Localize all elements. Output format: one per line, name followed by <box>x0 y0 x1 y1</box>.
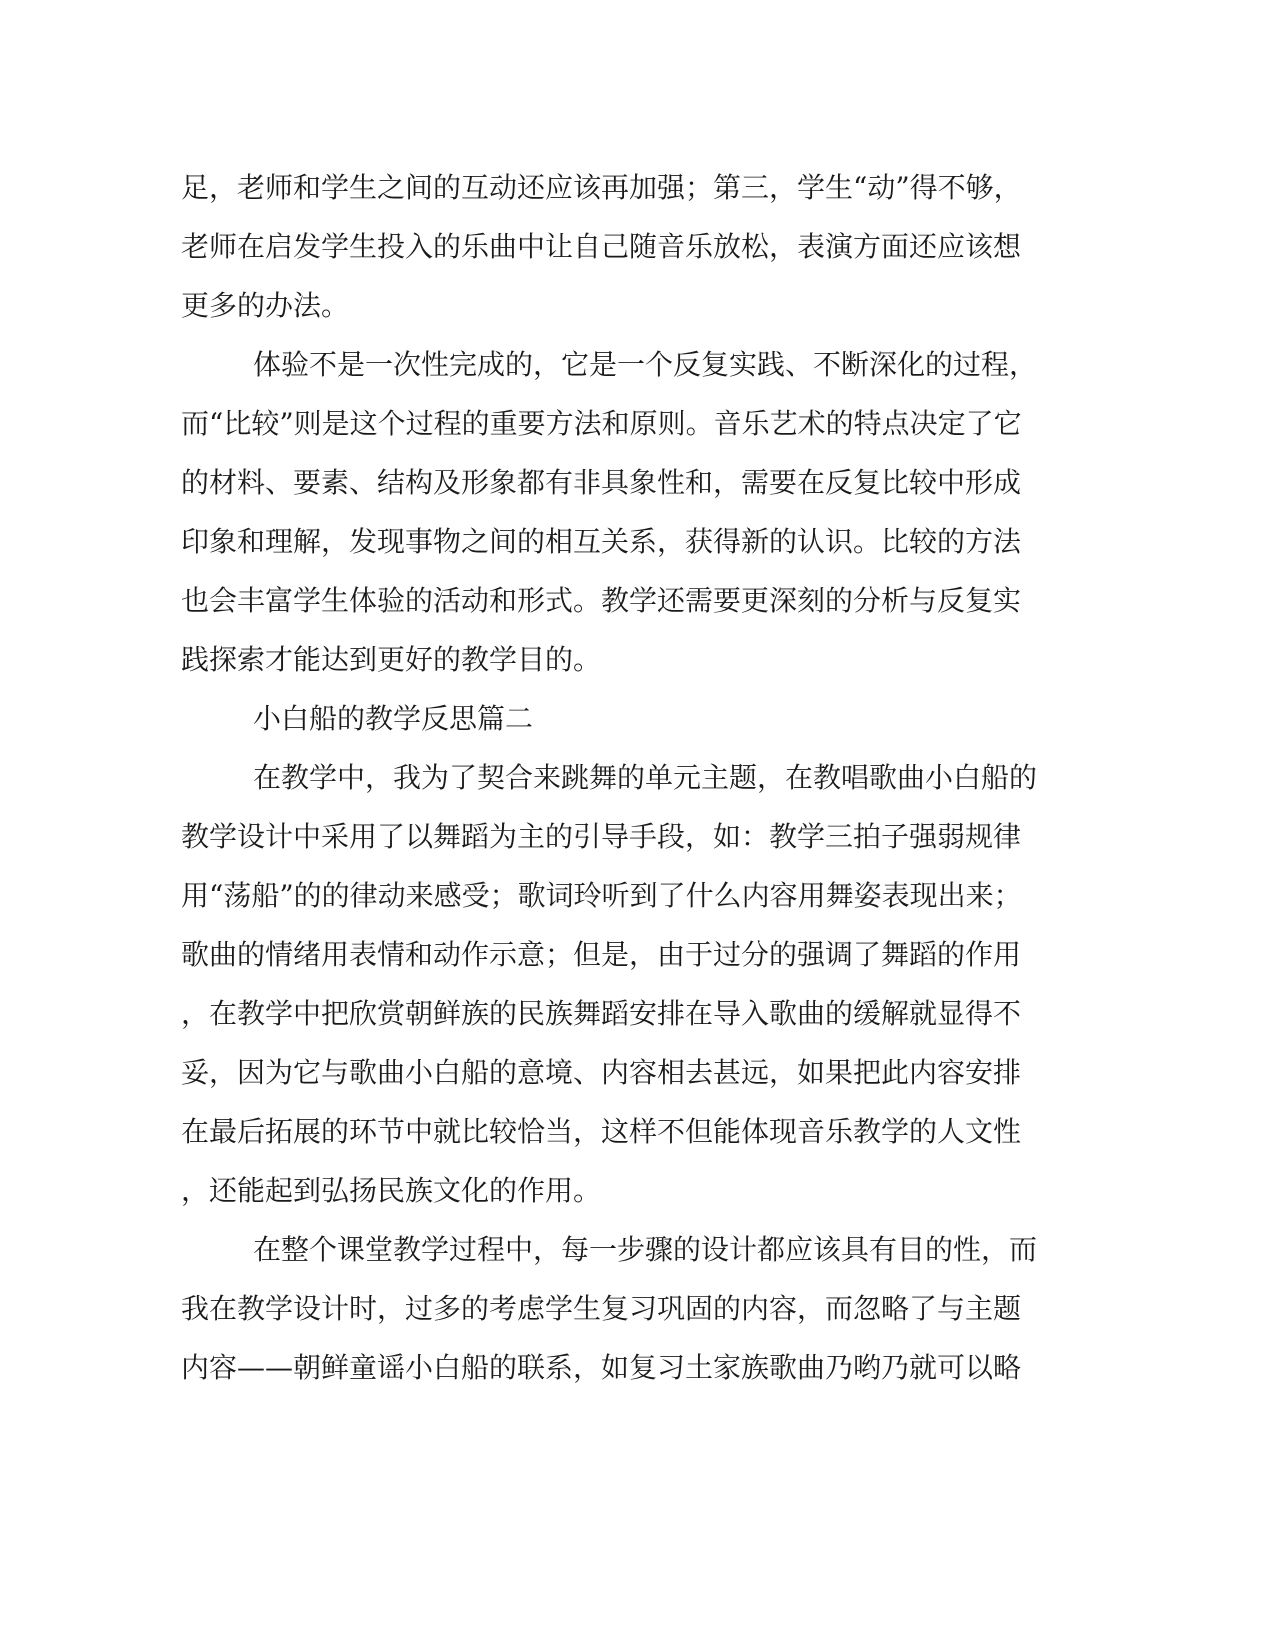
text-line: 更多的办法。 <box>181 289 350 322</box>
text-line: 也会丰富学生体验的活动和形式。教学还需要更深刻的分析与反复实 <box>181 584 1022 617</box>
text-line: ，在教学中把欣赏朝鲜族的民族舞蹈安排在导入歌曲的缓解就显得不 <box>181 997 1022 1030</box>
text-line: 老师在启发学生投入的乐曲中让自己随音乐放松，表演方面还应该想 <box>181 230 1022 263</box>
text-line: 妥，因为它与歌曲小白船的意境、内容相去甚远，如果把此内容安排 <box>181 1056 1022 1089</box>
text-line: 的材料、要素、结构及形象都有非具象性和，需要在反复比较中形成 <box>181 466 1022 499</box>
body-text <box>181 158 1041 1397</box>
text-line: 印象和理解，发现事物之间的相互关系，获得新的认识。比较的方法 <box>181 525 1022 558</box>
text-line: ，还能起到弘扬民族文化的作用。 <box>181 1174 602 1207</box>
section-heading: 小白船的教学反思篇二 <box>253 702 534 735</box>
text-line: 用“荡船”的的律动来感受；歌词玲听到了什么内容用舞姿表现出来； <box>181 879 1022 912</box>
text-line: 教学设计中采用了以舞蹈为主的引导手段，如：教学三拍子强弱规律 <box>181 820 1022 853</box>
text-line: 在教学中，我为了契合来跳舞的单元主题，在教唱歌曲小白船的 <box>253 761 1038 794</box>
text-line: 体验不是一次性完成的，它是一个反复实践、不断深化的过程， <box>253 348 1038 381</box>
text-line: 而“比较”则是这个过程的重要方法和原则。音乐艺术的特点决定了它 <box>181 407 1022 440</box>
text-line: 践探索才能达到更好的教学目的。 <box>181 643 602 676</box>
text-line: 内容——朝鲜童谣小白船的联系，如复习土家族歌曲乃哟乃就可以略 <box>181 1351 1022 1384</box>
text-line: 我在教学设计时，过多的考虑学生复习巩固的内容，而忽略了与主题 <box>181 1292 1022 1325</box>
text-line: 歌曲的情绪用表情和动作示意；但是，由于过分的强调了舞蹈的作用 <box>181 938 1022 971</box>
text-line: 在最后拓展的环节中就比较恰当，这样不但能体现音乐教学的人文性 <box>181 1115 1022 1148</box>
text-line: 在整个课堂教学过程中，每一步骤的设计都应该具有目的性，而 <box>253 1233 1038 1266</box>
text-line: 足，老师和学生之间的互动还应该再加强；第三，学生“动”得不够， <box>181 171 1022 204</box>
